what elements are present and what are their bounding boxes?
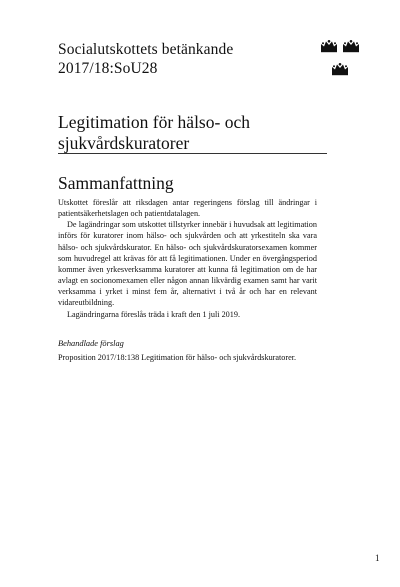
title-divider	[58, 153, 327, 154]
title-line-1: Legitimation för hälso- och	[58, 112, 250, 132]
summary-paragraph: De lagändringar som utskottet tillstyrker innebär i huvudsak att legitimation införs för kuratorer inom hälso- och sjukvården och att yrkestiteln ska vara hälso- och sjukvårdskurator. En hälso- och sjukvårdskuratorsexamen kommer som huvudregel att krävas för att få legitimationen. Under en övergångsperiod kommer även yrkesverksamma kuratorer att kunna få legitimation om de har avlagt en socionomexamen eller någon annan likvärdig examen samt har varit verksamma i yrket i minst fem år, alternativt i två år och har en relevant vidareutbildning.	[58, 220, 317, 308]
three-crowns-emblem	[318, 38, 362, 80]
handled-proposal-item: Proposition 2017/18:138 Legitimation för hälso- och sjukvårdskuratorer.	[58, 353, 297, 362]
summary-paragraph: Lagändringarna föreslås träda i kraft den 1 juli 2019.	[67, 309, 241, 319]
committee-name: Socialutskottets betänkande	[58, 41, 234, 58]
summary-paragraph: Utskottet föreslår att riksdagen antar regeringens förslag till ändringar i patientsäkerhetslagen och patientdatalagen.	[58, 198, 317, 219]
document-header	[58, 40, 233, 78]
summary-heading: Sammanfattning	[58, 173, 174, 193]
title-line-2: sjukvårdskuratorer	[58, 133, 190, 153]
report-id: 2017/18:SoU28	[58, 60, 158, 77]
summary-body	[58, 197, 317, 320]
handled-proposals-heading: Behandlade förslag	[58, 339, 124, 348]
document-title	[58, 112, 328, 154]
page-number: 1	[375, 553, 380, 563]
